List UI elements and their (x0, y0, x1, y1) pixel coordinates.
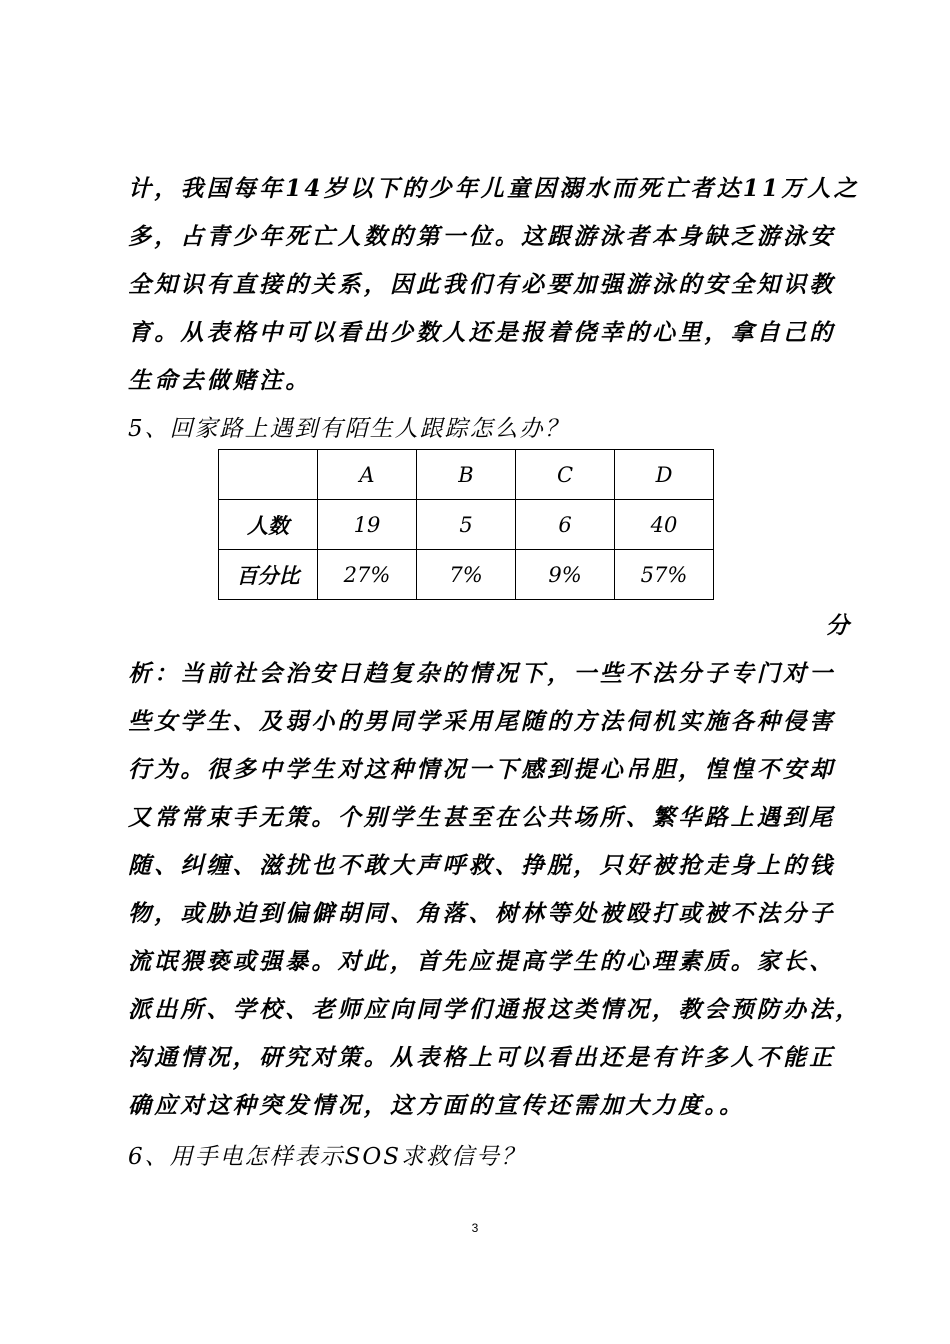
row-label: 人数 (219, 500, 318, 550)
table-cell: 9% (516, 550, 615, 600)
table-row (219, 550, 714, 600)
table-header-row (219, 450, 714, 500)
table-cell: 6 (516, 500, 615, 550)
analysis-start: 分 (826, 612, 849, 639)
text-line: 育。从表格中可以看出少数人还是报着侥幸的心里，拿自己的 (128, 319, 836, 346)
table-cell: 7% (417, 550, 516, 600)
text-line: 析：当前社会治安日趋复杂的情况下，一些不法分子专门对一 (128, 660, 836, 687)
table-cell: 57% (615, 550, 714, 600)
text-line: 物，或胁迫到偏僻胡同、角落、树林等处被殴打或被不法分子 (128, 900, 836, 927)
question-5: 5、回家路上遇到有陌生人跟踪怎么办？ (128, 416, 570, 442)
text-line: 些女学生、及弱小的男同学采用尾随的方法伺机实施各种侵害 (128, 708, 836, 735)
table-cell: 5 (417, 500, 516, 550)
question-6: 6、用手电怎样表示SOS求救信号？ (128, 1144, 527, 1170)
text-line: 全知识有直接的关系，因此我们有必要加强游泳的安全知识教 (128, 271, 836, 298)
text-line: 计，我国每年14岁以下的少年儿童因溺水而死亡者达11万人之 (128, 175, 860, 202)
text-line: 生命去做赌注。 (128, 367, 312, 394)
text-line: 行为。很多中学生对这种情况一下感到提心吊胆，惶惶不安却 (128, 756, 836, 783)
text-line: 随、纠缠、滋扰也不敢大声呼救、挣脱，只好被抢走身上的钱 (128, 852, 836, 879)
survey-table (218, 449, 714, 600)
table-cell: C (516, 450, 615, 500)
text-line: 确应对这种突发情况，这方面的宣传还需加大力度。。 (128, 1092, 746, 1119)
text-line: 流氓猥亵或强暴。对此，首先应提高学生的心理素质。家长、 (128, 948, 836, 975)
text-line: 派出所、学校、老师应向同学们通报这类情况，教会预防办法， (128, 996, 862, 1023)
text-line: 又常常束手无策。个别学生甚至在公共场所、繁华路上遇到尾 (128, 804, 836, 831)
row-label: 百分比 (219, 550, 318, 600)
table-cell: 19 (318, 500, 417, 550)
text-line: 多，占青少年死亡人数的第一位。这跟游泳者本身缺乏游泳安 (128, 223, 836, 250)
page-number: 3 (471, 1221, 479, 1235)
text-line: 沟通情况，研究对策。从表格上可以看出还是有许多人不能正 (128, 1044, 836, 1071)
table-cell: 40 (615, 500, 714, 550)
table-row (219, 500, 714, 550)
table-cell: 27% (318, 550, 417, 600)
table-cell: B (417, 450, 516, 500)
table-cell: A (318, 450, 417, 500)
table-cell (219, 450, 318, 500)
table-cell: D (615, 450, 714, 500)
